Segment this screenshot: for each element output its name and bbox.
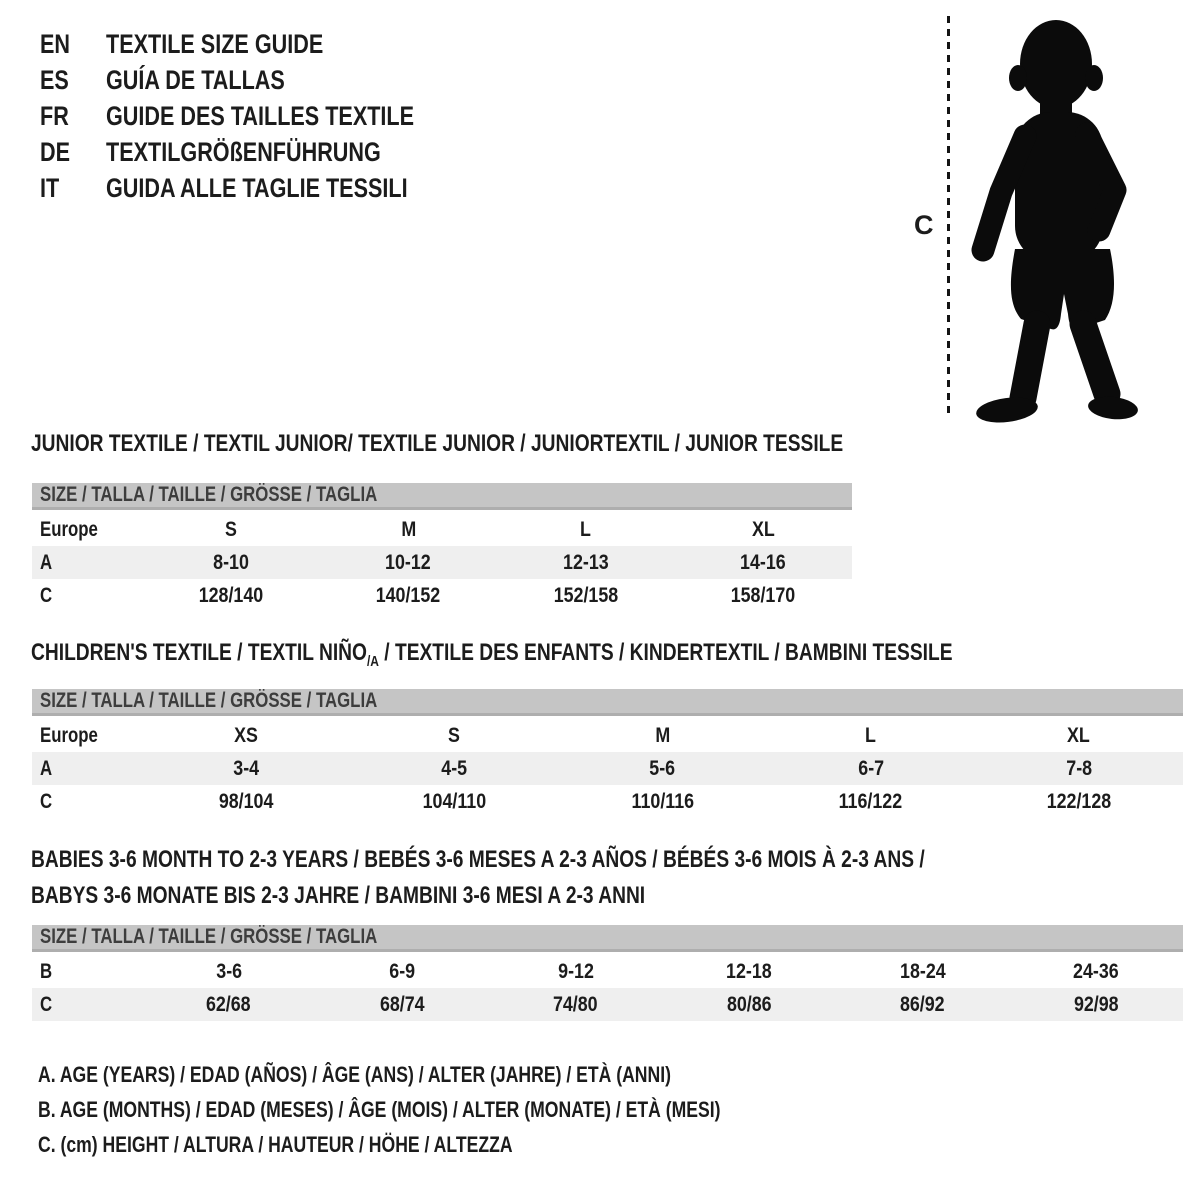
table-cell: 3-4 xyxy=(233,756,260,780)
table-cell: 3-6 xyxy=(215,959,242,983)
table-cell: 7-8 xyxy=(1066,756,1092,780)
lang-row-it xyxy=(40,170,491,206)
table-cell: 128/140 xyxy=(198,583,264,607)
table-cell: 24-36 xyxy=(1073,959,1120,983)
measurement-legend xyxy=(38,1062,891,1167)
row-label: C xyxy=(40,992,53,1016)
table-cell: 152/158 xyxy=(553,583,619,607)
table-cell: M xyxy=(400,517,416,541)
footnote-a: A. AGE (YEARS) / EDAD (AÑOS) / ÂGE (ANS) / ALTER (JAHRE) / ETÀ (ANNI) xyxy=(38,1062,671,1087)
section-title-junior: JUNIOR TEXTILE / TEXTIL JUNIOR/ TEXTILE JUNIOR / JUNIORTEXTIL / JUNIOR TESSILE xyxy=(31,430,844,457)
babies-size-table xyxy=(32,925,1183,1021)
junior-size-table xyxy=(32,483,852,612)
table-cell: S xyxy=(224,517,237,541)
height-measure-label: C xyxy=(914,210,934,240)
lang-code: DE xyxy=(40,136,71,167)
footnote-c: C. (cm) HEIGHT / ALTURA / HAUTEUR / HÖHE / ALTEZZA xyxy=(38,1132,513,1157)
table-cell: 116/122 xyxy=(838,789,903,813)
row-label: C xyxy=(40,789,53,813)
table-cell: 4-5 xyxy=(441,756,468,780)
lang-code: ES xyxy=(40,64,69,95)
table-cell: 104/110 xyxy=(422,789,487,813)
language-title-list xyxy=(40,26,491,206)
junior-table-body xyxy=(32,513,852,612)
table-cell: 122/128 xyxy=(1046,789,1112,813)
row-label: Europe xyxy=(40,723,98,747)
table-cell: M xyxy=(655,723,670,747)
table-cell: XL xyxy=(1067,723,1091,747)
lang-title: GUÍA DE TALLAS xyxy=(106,64,285,95)
table-cell: 140/152 xyxy=(375,583,441,607)
table-cell: XS xyxy=(234,723,259,747)
babies-table-body xyxy=(32,955,1183,1021)
table-cell: L xyxy=(580,517,592,541)
table-cell: 86/92 xyxy=(900,992,946,1016)
lang-code: IT xyxy=(40,172,60,203)
table-cell: 6-9 xyxy=(389,959,416,983)
table-cell: 5-6 xyxy=(649,756,676,780)
size-header-bar: SIZE / TALLA / TAILLE / GRÖSSE / TAGLIA xyxy=(32,483,852,510)
toddler-silhouette-icon xyxy=(963,14,1145,424)
row-label: B xyxy=(40,959,53,983)
row-label: Europe xyxy=(40,517,98,541)
row-label: A xyxy=(40,756,53,780)
table-row-europe xyxy=(32,719,1183,752)
table-cell: 158/170 xyxy=(730,583,796,607)
babies-title-line-1: BABIES 3-6 MONTH TO 2-3 YEARS / BEBÉS 3-6 MESES A 2-3 AÑOS / BÉBÉS 3-6 MOIS À 2-3 ANS / xyxy=(31,846,925,873)
children-size-table xyxy=(32,689,1183,818)
children-table-body xyxy=(32,719,1183,818)
table-cell: 9-12 xyxy=(557,959,594,983)
table-cell: 18-24 xyxy=(899,959,946,983)
table-cell: 12-13 xyxy=(562,550,609,574)
section-title-children: CHILDREN'S TEXTILE / TEXTIL $NIÑO_{/A}$ / TEXTILE DES ENFANTS / KINDERTEXTIL / BAMBINI TESSILE xyxy=(31,639,953,670)
table-row-c xyxy=(32,785,1183,818)
footnote-b: B. AGE (MONTHS) / EDAD (MESES) / ÂGE (MOIS) / ALTER (MONATE) / ETÀ (MESI) xyxy=(38,1097,721,1122)
table-cell: 92/98 xyxy=(1073,992,1119,1016)
table-cell: 68/74 xyxy=(379,992,425,1016)
table-cell: 10-12 xyxy=(385,550,432,574)
lang-title: TEXTILGRÖßENFÜHRUNG xyxy=(106,136,381,167)
section-title-babies xyxy=(31,842,1148,914)
table-cell: 80/86 xyxy=(726,992,772,1016)
height-dashed-line xyxy=(947,16,950,418)
table-cell: 6-7 xyxy=(857,756,884,780)
table-row-c xyxy=(32,988,1183,1021)
row-label: A xyxy=(40,550,53,574)
table-row-c xyxy=(32,579,852,612)
table-row-a xyxy=(32,546,852,579)
lang-code: FR xyxy=(40,100,69,131)
subscript-nino-a: /A xyxy=(366,653,379,670)
table-cell: 110/116 xyxy=(631,789,694,813)
row-label: C xyxy=(40,583,53,607)
lang-title: TEXTILE SIZE GUIDE xyxy=(106,28,324,59)
lang-row-fr xyxy=(40,98,491,134)
table-cell: L xyxy=(865,723,877,747)
size-header-bar: SIZE / TALLA / TAILLE / GRÖSSE / TAGLIA xyxy=(32,925,1183,952)
lang-row-en xyxy=(40,26,491,62)
table-row-a xyxy=(32,752,1183,785)
table-row-europe xyxy=(32,513,852,546)
table-cell: S xyxy=(448,723,461,747)
table-cell: 14-16 xyxy=(740,550,787,574)
table-cell: 74/80 xyxy=(553,992,599,1016)
lang-row-de xyxy=(40,134,491,170)
table-cell: 8-10 xyxy=(212,550,249,574)
table-row-b xyxy=(32,955,1183,988)
table-cell: XL xyxy=(751,517,775,541)
lang-row-es xyxy=(40,62,491,98)
table-cell: 62/68 xyxy=(206,992,252,1016)
lang-title: GUIDA ALLE TAGLIE TESSILI xyxy=(106,172,408,203)
table-cell: 98/104 xyxy=(218,789,274,813)
lang-code: EN xyxy=(40,28,71,59)
babies-title-line-2: BABYS 3-6 MONATE BIS 2-3 JAHRE / BAMBINI 3-6 MESI A 2-3 ANNI xyxy=(31,882,646,909)
lang-title: GUIDE DES TAILLES TEXTILE xyxy=(106,100,415,131)
table-cell: 12-18 xyxy=(726,959,773,983)
size-header-bar: SIZE / TALLA / TAILLE / GRÖSSE / TAGLIA xyxy=(32,689,1183,716)
